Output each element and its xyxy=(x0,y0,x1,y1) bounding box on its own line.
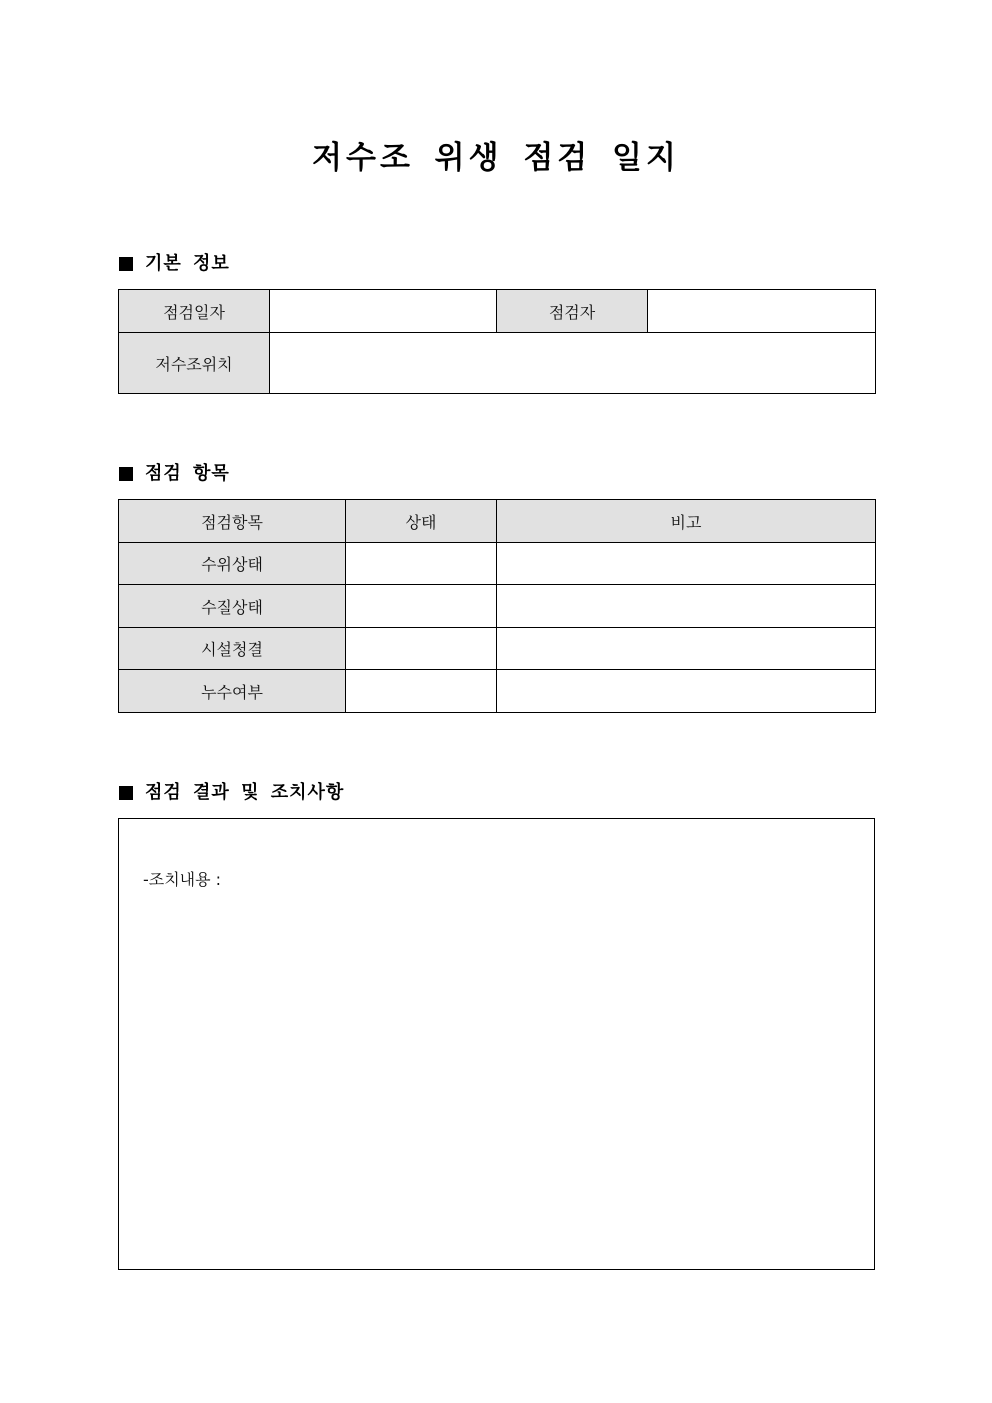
results-textarea[interactable] xyxy=(118,818,875,1270)
column-header-note: 비고 xyxy=(497,500,876,543)
column-header-status: 상태 xyxy=(346,500,497,543)
status-field[interactable] xyxy=(346,628,497,670)
note-field[interactable] xyxy=(497,670,876,713)
page-title: 저수조 위생 점검 일지 xyxy=(312,140,680,176)
location-field[interactable] xyxy=(270,333,876,394)
inspector-field[interactable] xyxy=(648,290,876,333)
item-label: 시설청결 xyxy=(119,628,346,670)
square-bullet-icon xyxy=(119,786,133,800)
location-label: 저수조위치 xyxy=(119,333,270,394)
note-field[interactable] xyxy=(497,585,876,628)
inspection-date-label: 점검일자 xyxy=(119,290,270,333)
note-field[interactable] xyxy=(497,628,876,670)
section-heading-label: 점검 결과 및 조치사항 xyxy=(145,782,345,803)
status-field[interactable] xyxy=(346,543,497,585)
table-row xyxy=(119,628,876,670)
column-header-item: 점검항목 xyxy=(119,500,346,543)
item-label: 수질상태 xyxy=(119,585,346,628)
inspection-items-table xyxy=(118,499,876,713)
square-bullet-icon xyxy=(119,467,133,481)
section-heading-results xyxy=(119,781,344,805)
status-field[interactable] xyxy=(346,670,497,713)
inspection-date-field[interactable] xyxy=(270,290,497,333)
item-label: 누수여부 xyxy=(119,670,346,713)
basic-info-table xyxy=(118,289,876,394)
item-label: 수위상태 xyxy=(119,543,346,585)
section-heading-inspection-items xyxy=(119,462,230,486)
table-row xyxy=(119,670,876,713)
status-field[interactable] xyxy=(346,585,497,628)
inspector-label: 점검자 xyxy=(497,290,648,333)
section-heading-label: 기본 정보 xyxy=(145,253,230,274)
table-row xyxy=(119,585,876,628)
square-bullet-icon xyxy=(119,257,133,271)
action-content-label: -조치내용 : xyxy=(143,870,222,889)
section-heading-label: 점검 항목 xyxy=(145,463,230,484)
section-heading-basic-info xyxy=(119,252,230,276)
note-field[interactable] xyxy=(497,543,876,585)
table-row xyxy=(119,543,876,585)
